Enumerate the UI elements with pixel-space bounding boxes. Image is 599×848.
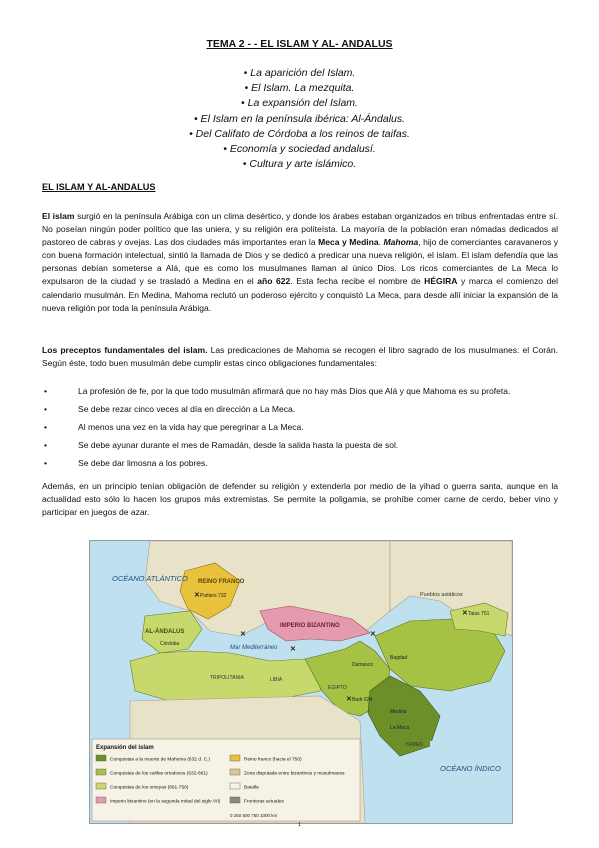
topic-item: • Del Califato de Córdoba a los reinos de taifas. [189, 127, 410, 140]
list-item: • Al menos una vez en la vida hay que peregrinar a La Meca. [42, 421, 558, 434]
legend-label: Conquistas de los califas ortodoxos (632-661) [110, 771, 208, 777]
legend-label: Zona disputada entre bizantinos y musulmanes [244, 771, 345, 777]
map-legend [92, 739, 360, 821]
paragraph-obligations: Además, en un principio tenían obligación de defender su religión y extenderla por medio de la yihad o guerra santa, aunque en la actualidad esto sólo lo hacen los grupos más extremistas. Se permite la poligamia, se prohíbe comer carne de cerdo, beber vino y participar en juegos de azar. [42, 481, 558, 518]
scale-label: 0 250 500 750 1000 km [230, 813, 278, 818]
atlantic-label: OCÉANO ATLÁNTICO [112, 574, 188, 583]
al-andalus-label: AL-ÁNDALUS [145, 629, 185, 635]
legend-swatch [96, 769, 106, 775]
libia-label: LIBIA [270, 677, 283, 683]
reino-franco-label: REINO FRANCO [198, 579, 245, 585]
map-svg [90, 541, 512, 823]
legend-swatch [96, 797, 106, 803]
indian-ocean [430, 741, 512, 823]
text-run: , hijo de comerciantes caravaneros y con buena formación intelectual, sintió la llamada de Dios y se dedicó a predicar una nueva religión, el islam. El islam defendía que las personas debían someterse a Alá, que es como los musulmanes llaman al único Dios. Los ricos comerciantes de La Meca lo expulsaron de la ciudad y se trasladó a Medina en el [42, 237, 559, 287]
section-heading: EL ISLAM Y AL-ANDALUS [42, 182, 156, 192]
bagdad-label: Bagdad [390, 655, 408, 661]
list-item: • Se debe dar limosna a los pobres. [42, 457, 558, 470]
bold-term: Meca y Medina [318, 237, 379, 248]
islam-expansion-map [89, 540, 513, 824]
page-number: 1 [298, 822, 301, 828]
battle-icon: ✕ [370, 631, 376, 638]
tripolitania-label: TRIPOLITANIA [210, 675, 244, 681]
text-run: . [378, 237, 384, 248]
text-run: y marca el comienzo del calendario musulmán. En Medina, Mahoma reclutó un poderoso ejército y conquistó La Meca, para desde allí iniciar la expansión de la nueva religión por toda la península Arábiga. [42, 276, 558, 313]
legend-label: Fronteras actuales [244, 799, 284, 805]
talas-label: Talas 751 [468, 611, 490, 617]
byzantine-label: IMPERIO BIZANTINO [280, 623, 340, 629]
legend-swatch [96, 783, 106, 789]
legend-label: Conquistas a la muerte de Mahoma (632 d. C.) [110, 757, 210, 763]
legend-title: Expansión del islam [96, 745, 154, 751]
battle-icon: ✕ [290, 646, 296, 653]
bold-term: HÉGIRA [424, 276, 458, 287]
legend-swatch [230, 755, 240, 761]
list-item: • Se debe ayunar durante el mes de Ramadán, desde la salida hasta la puesta de sol. [42, 439, 558, 452]
egipto-label: EGIPTO [328, 685, 347, 691]
medina-label: Medina [390, 709, 407, 715]
topic-item: • La expansión del Islam. [241, 97, 358, 110]
text-run: Las predicaciones de Mahoma se recogen el libro sagrado de los musulmanes: el Corán. Según éste, todo buen musulmán debe cumplir estas cinco obligaciones fundamentales: [42, 345, 558, 369]
topic-item: • Cultura y arte islámico. [242, 158, 357, 171]
legend-label: Conquistas de los omeyas (661-750) [110, 785, 189, 791]
damasco-label: Damasco [352, 662, 374, 668]
battle-icon: ✕ [240, 631, 246, 638]
cordoba-label: Córdoba [160, 641, 180, 647]
text-run: surgió en la península Arábiga con un clima desértico, y donde los árabes estaban organizados en tribus enfrentadas entre sí. No poseían ningún poder político que las uniera, y su religión era politeísta. La mayoría de la población eran nómadas dedicados al pastoreo de cabras y ovejas. Las dos ciudades más importantes eran la [42, 211, 558, 248]
mediterranean-label: Mar Mediterráneo [230, 645, 278, 651]
legend-label: Imperio bizantino (en la segunda mitad del siglo VII) [110, 799, 221, 805]
battle-icon: ✕ [346, 696, 352, 703]
topic-item: • La aparición del Islam. [243, 67, 356, 79]
bold-lead: Los preceptos fundamentales del islam. [42, 345, 208, 355]
paragraph-precepts [42, 344, 558, 370]
topic-item: • El Islam. La mezquita. [244, 82, 355, 95]
indian-ocean-label: OCÉANO ÍNDICO [440, 764, 501, 773]
badr-label: Badr 624 [352, 697, 373, 703]
topics-list [0, 66, 599, 172]
yemen-label: YEMEN [405, 742, 423, 748]
legend-swatch [230, 769, 240, 775]
text-run: . Esta fecha recibe el nombre de [290, 276, 425, 287]
legend-swatch [230, 797, 240, 803]
topic-item: • Economía y sociedad andalusí. [223, 143, 376, 156]
poitiers-label: Poitiers 732 [200, 593, 227, 599]
legend-label: Reino franco (hacia el 750) [244, 757, 302, 763]
precepts-list [42, 385, 558, 475]
battle-icon: ✕ [462, 610, 468, 617]
battle-icon: ✕ [194, 592, 200, 599]
la-meca-label: La Meca [390, 725, 410, 731]
bold-term: año 622 [257, 276, 291, 287]
list-item: • La profesión de fe, por la que todo musulmán afirmará que no hay más Dios que Alá y que Mahoma es su profeta. [42, 385, 558, 398]
topic-item: • El Islam en la península ibérica: Al-Ándalus. [193, 112, 406, 125]
paragraph-origins [42, 210, 558, 315]
page-title: TEMA 2 - - EL ISLAM Y AL- ANDALUS [206, 38, 393, 50]
legend-swatch [96, 755, 106, 761]
bold-lead: El islam [42, 211, 75, 221]
asian-peoples-label: Pueblos asiáticos [420, 592, 463, 598]
legend-label: Batalla [244, 785, 259, 791]
list-item: • Se debe rezar cinco veces al día en dirección a La Meca. [42, 403, 558, 416]
bold-term: Mahoma [383, 237, 419, 248]
